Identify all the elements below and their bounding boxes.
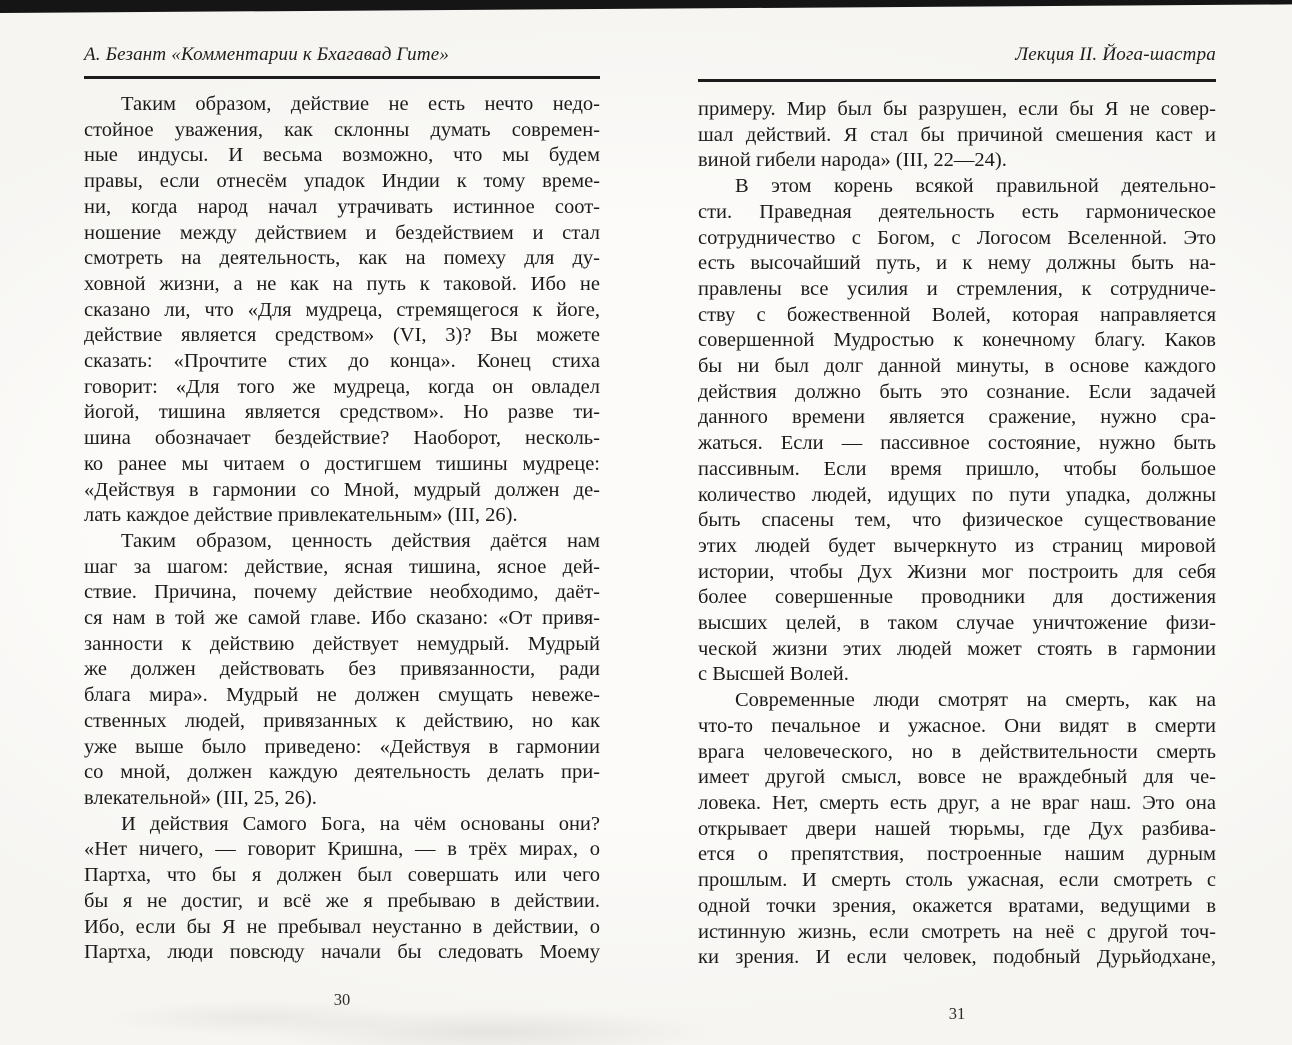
text-line: имеет другой смысл, вовсе не враждебный для че- — [698, 766, 1216, 789]
text-line: В этом корень всякой правильной деятельно- — [735, 175, 1216, 198]
text-line: ношение между действием и бездействием и стал — [84, 221, 600, 244]
text-line: Таким образом, ценность действия даётся нам — [121, 529, 600, 552]
text-line: быть спасены тем, что физическое существование — [698, 509, 1216, 532]
paragraph — [84, 529, 600, 812]
running-head-left: А. Безант «Комментарии к Бхагавад Гите» — [84, 44, 450, 65]
text-line: жаться. Если — пассивное состояние, нужно быть — [698, 432, 1216, 455]
text-line: прошлым. И смерть столь ужасная, если смотреть с — [698, 869, 1216, 892]
text-line: ни, когда народ начал утрачивать истинное соот- — [84, 195, 600, 218]
text-line: бы ни был долг данной минуты, в основе каждого — [698, 355, 1216, 378]
right-page-body — [698, 97, 1216, 971]
text-line: же должен действовать без привязанности, ради — [84, 658, 600, 681]
right-page — [698, 0, 1216, 1045]
text-line: сти. Праведная деятельность есть гармоническое — [698, 200, 1216, 223]
text-line: лать каждое действие привлекательным» (III, 26). — [84, 504, 518, 527]
text-line: Партха, люди повсюду начали бы следовать Моему — [84, 941, 600, 964]
text-line: этих людей будет вычеркнуто из страниц мировой — [698, 534, 1216, 557]
text-line: «Нет ничего, — говорит Кришна, — в трёх мирах, о — [84, 838, 600, 861]
paragraph — [698, 174, 1216, 688]
text-line: ся нам в той же самой главе. Ибо сказано: «От привя- — [84, 607, 600, 630]
text-line: количество людей, идущих по пути упадка, должны — [698, 483, 1216, 506]
text-line: открывает двери нашей тюрьмы, где Дух разбива- — [698, 817, 1216, 840]
text-line: пассивным. Если время пришло, чтобы большое — [698, 457, 1216, 480]
text-line: ховной жизни, а не как на путь к таковой. Ибо не — [84, 272, 600, 295]
header-rule-left — [84, 76, 600, 79]
text-line: что-то печальное и ужасное. Они видят в смерти — [698, 714, 1216, 737]
paragraph — [84, 92, 600, 529]
text-line: совершенной Мудростью к конечному благу. Каков — [698, 329, 1216, 352]
text-line: правлены все усилия и стремления, к сотрудниче- — [698, 277, 1216, 300]
text-line: со мной, должен каждую деятельность делать при- — [84, 761, 600, 784]
text-line: уже выше было приведено: «Действуя в гармонии — [84, 735, 600, 758]
text-line: блага мира». Мудрый не должен смущать невеже- — [84, 684, 600, 707]
text-line: влекательной» (III, 25, 26). — [84, 786, 317, 809]
text-line: правы, если отнесём упадок Индии к тому време- — [84, 170, 600, 193]
text-line: сказать: «Прочтите стих до конца». Конец стиха — [84, 350, 600, 373]
text-line: ко ранее мы читаем о достигшем тишины мудреце: — [84, 452, 600, 475]
text-line: Современные люди смотрят на смерть, как на — [735, 689, 1216, 712]
text-line: ловека. Нет, смерть есть друг, а не враг наш. Это она — [698, 791, 1216, 814]
left-page — [84, 0, 600, 1045]
text-line: врага человеческого, но в действительности смерть — [698, 740, 1216, 763]
text-line: шина обозначает бездействие? Наоборот, несколь- — [84, 427, 600, 450]
text-line: примеру. Мир был бы разрушен, если бы Я не совер- — [698, 98, 1216, 120]
text-line: действие является средством» (VI, 3)? Вы можете — [84, 324, 600, 347]
text-line: стойное уважения, как склонны думать современ- — [84, 118, 600, 141]
text-line: ственных людей, привязанных к действию, но как — [84, 709, 600, 732]
paragraph — [698, 97, 1216, 174]
text-line: сотрудничество с Богом, с Логосом Вселенной. Это — [698, 226, 1216, 249]
text-line: виной гибели народа» (III, 22—24). — [698, 149, 1007, 172]
text-line: ческой жизни этих людей может стоять в гармонии — [698, 637, 1216, 660]
text-line: с Высшей Волей. — [698, 663, 849, 686]
text-line: одной точки зрения, окажется вратами, ведущими в — [698, 894, 1216, 917]
text-line: Ибо, если бы Я не пребывал неустанно в действии, о — [84, 915, 600, 938]
text-line: ству с божественной Волей, которая направляется — [698, 303, 1216, 326]
paragraph — [698, 688, 1216, 971]
text-line: ется о препятствия, построенные нашим дурным — [698, 843, 1216, 866]
text-line: смотреть на деятельность, как на помеху для ду- — [84, 247, 600, 270]
text-line: истинную жизнь, если смотреть на неё с другой точ- — [698, 920, 1216, 943]
text-line: высших целей, в таком случае уничтожение физи- — [698, 612, 1216, 635]
text-line: данного времени является сражение, нужно сра- — [698, 406, 1216, 429]
page-number-left: 30 — [333, 990, 351, 1009]
text-line: ки зрения. И если человек, подобный Дурьйодхане, — [698, 946, 1216, 969]
text-line: сказано ли, что «Для мудреца, стремящегося к йоге, — [84, 298, 600, 321]
header-rule-right — [698, 79, 1216, 82]
text-line: Таким образом, действие не есть нечто недо- — [121, 93, 600, 115]
page-number-right: 31 — [948, 1004, 966, 1023]
text-line: действия должно быть это сознание. Если задачей — [698, 380, 1216, 403]
text-line: истории, чтобы Дух Жизни мог построить для себя — [698, 560, 1216, 583]
text-line: есть высочайший путь, и к нему должны быть на- — [698, 252, 1216, 275]
text-line: более совершенные проводники для достижения — [698, 586, 1216, 609]
running-head-right: Лекция II. Йога-шастра — [1015, 44, 1216, 65]
text-line: шал действий. Я стал бы причиной смешения каст и — [698, 123, 1216, 146]
text-line: ствие. Причина, почему действие необходимо, даёт- — [84, 581, 600, 604]
text-line: Партха, что бы я должен был совершать или чего — [84, 864, 600, 887]
text-line: шаг за шагом: действие, ясная тишина, ясное дей- — [84, 555, 600, 578]
text-line: И действия Самого Бога, на чём основаны они? — [121, 812, 600, 835]
text-line: «Действуя в гармонии со Мной, мудрый должен де- — [84, 478, 600, 501]
left-page-body — [84, 92, 600, 966]
text-line: ные индусы. И весьма возможно, что мы будем — [84, 144, 600, 167]
paragraph — [84, 812, 600, 966]
text-line: занности к действию действует немудрый. Мудрый — [84, 632, 600, 655]
text-line: говорит: «Для того же мудреца, когда он овладел — [84, 375, 600, 398]
text-line: бы я не достиг, и всё же я пребываю в действии. — [84, 889, 600, 912]
text-line: йогой, тишина является средством». Но разве ти- — [84, 401, 600, 424]
